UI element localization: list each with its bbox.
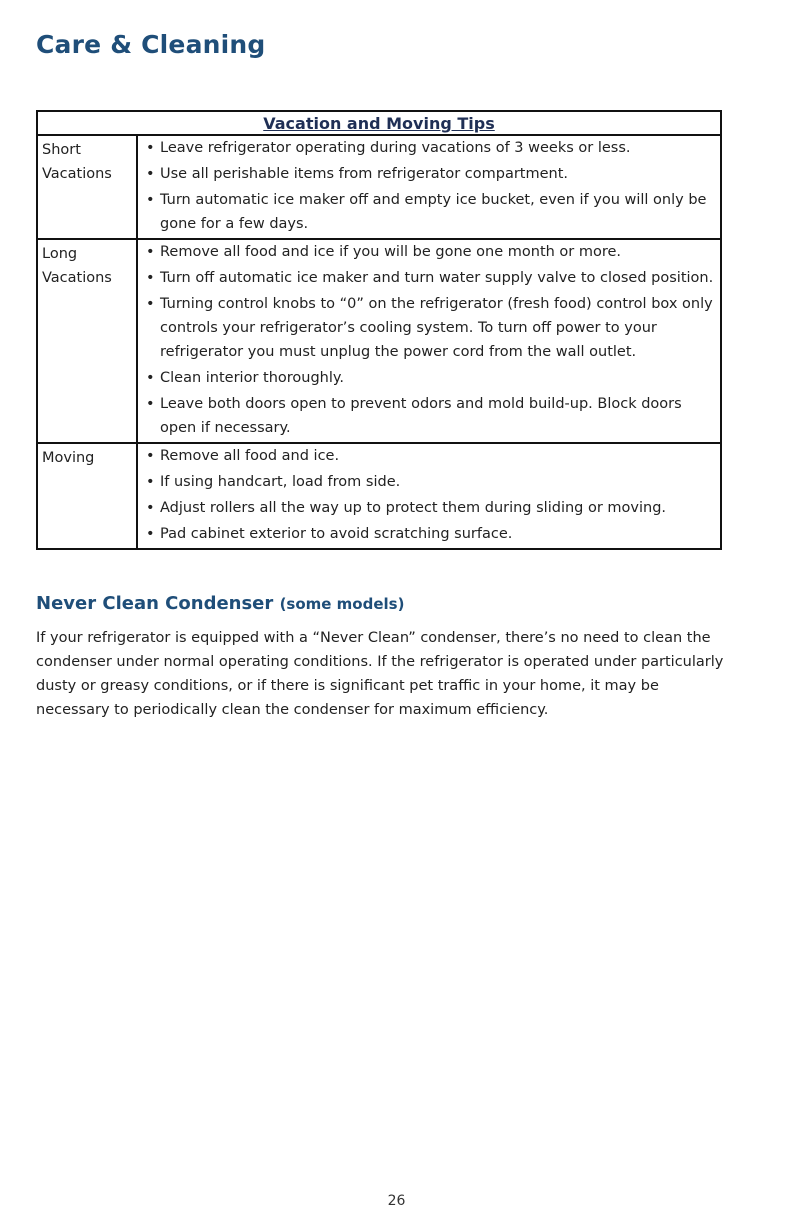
moving-tips <box>146 444 718 546</box>
condenser-section-body: If your refrigerator is equipped with a “Never Clean” condenser, there’s no need to clean the condenser under normal operating conditions. If the refrigerator is operated under particularly dusty or greasy conditions, or if there is significant pet traffic in your home, it may be necessary to periodically clean the condenser for maximum efficiency. <box>36 630 724 718</box>
table-row-moving <box>37 443 721 549</box>
list-item: • Remove all food and ice if you will be gone one month or more. <box>146 240 718 264</box>
list-item: • Pad cabinet exterior to avoid scratching surface. <box>146 522 718 546</box>
list-item: • Clean interior thoroughly. <box>146 366 718 390</box>
table-header: Vacation and Moving Tips <box>37 111 721 135</box>
list-item: • Turning control knobs to “0” on the refrigerator (fresh food) control box only controls your refrigerator’s cooling system. To turn off power to your refrigerator you must unplug the power cord from the wall outlet. <box>146 292 718 364</box>
list-item: • If using handcart, load from side. <box>146 470 718 494</box>
condenser-section-heading <box>36 593 404 614</box>
category-moving: Moving <box>37 443 137 549</box>
list-item: • Leave refrigerator operating during vacations of 3 weeks or less. <box>146 136 718 160</box>
category-long-vacations: Long Vacations <box>37 239 137 443</box>
list-item: • Adjust rollers all the way up to protect them during sliding or moving. <box>146 496 718 520</box>
category-short-vacations: Short Vacations <box>37 135 137 239</box>
long-vacations-tips <box>146 240 718 440</box>
page-number: 26 <box>387 1193 406 1209</box>
list-item: • Leave both doors open to prevent odors and mold build-up. Block doors open if necessary. <box>146 392 718 440</box>
list-item: • Remove all food and ice. <box>146 444 718 468</box>
condenser-heading-text: Never Clean Condenser <box>36 593 274 614</box>
list-item: • Turn automatic ice maker off and empty ice bucket, even if you will only be gone for a few days. <box>146 188 718 236</box>
list-item: • Use all perishable items from refrigerator compartment. <box>146 162 718 186</box>
list-item: • Turn off automatic ice maker and turn water supply valve to closed position. <box>146 266 718 290</box>
page-title: Care & Cleaning <box>36 30 266 59</box>
vacation-moving-tips-table <box>36 110 722 550</box>
short-vacations-tips <box>146 136 718 236</box>
table-header-row <box>37 111 721 135</box>
table-row-short-vacations <box>37 135 721 239</box>
condenser-heading-suffix: (some models) <box>279 595 405 613</box>
table-row-long-vacations <box>37 239 721 443</box>
